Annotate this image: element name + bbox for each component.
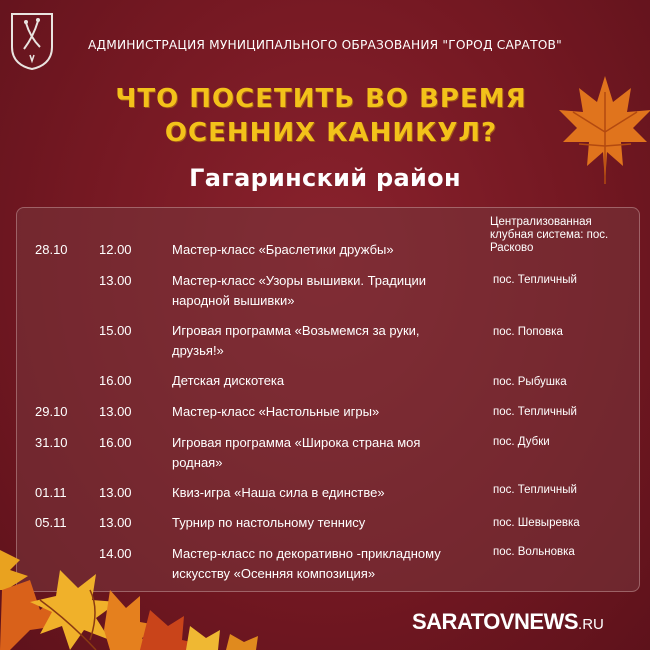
event-place: пос. Рыбушка: [493, 376, 567, 388]
event-date: 01.11: [35, 485, 67, 500]
event-title: Мастер-класс «Настольные игры»: [172, 404, 380, 419]
admin-title: АДМИНИСТРАЦИЯ МУНИЦИПАЛЬНОГО ОБРАЗОВАНИЯ "ГОРОД САРАТОВ": [88, 38, 562, 52]
event-title: Игровая программа «Широка страна моя родная»: [172, 435, 421, 470]
maple-leaf-icon: [557, 72, 650, 190]
event-place: пос. Поповка: [493, 326, 563, 338]
event-time: 12.00: [99, 242, 132, 257]
headline-line-1: ЧТО ПОСЕТИТЬ ВО ВРЕМЯ: [115, 84, 527, 114]
saratovnews-logo: [412, 609, 604, 635]
event-place: Централизованная клубная система: пос. Расково: [490, 216, 609, 254]
event-title: Детская дискотека: [172, 373, 285, 388]
event-title: Мастер-класс «Браслетики дружбы»: [172, 242, 394, 257]
headline-line-2: ОСЕННИХ КАНИКУЛ?: [164, 118, 498, 148]
event-time: 14.00: [99, 546, 132, 561]
event-title: Квиз-игра «Наша сила в единстве»: [172, 485, 385, 500]
event-place: пос. Вольновка: [493, 546, 575, 558]
event-time: 13.00: [99, 404, 132, 419]
event-time: 15.00: [99, 323, 132, 338]
event-place: пос. Тепличный: [493, 484, 577, 496]
event-date: 28.10: [35, 242, 68, 257]
district-title: Гагаринский район: [189, 164, 461, 192]
event-time: 13.00: [99, 515, 132, 530]
event-time: 13.00: [99, 485, 132, 500]
autumn-leaves-decoration: [0, 530, 360, 650]
event-place: пос. Тепличный: [493, 406, 577, 418]
event-place: пос. Дубки: [493, 436, 550, 448]
brand-suffix: .RU: [578, 616, 604, 633]
event-place: пос. Шевыревка: [493, 517, 580, 529]
event-place: пос. Тепличный: [493, 274, 577, 286]
event-date: 05.11: [35, 515, 67, 530]
event-title: Игровая программа «Возьмемся за руки, друзья!»: [172, 323, 420, 358]
saratov-coat-of-arms-icon: [9, 11, 55, 71]
event-time: 13.00: [99, 273, 132, 288]
event-title: Мастер-класс по декоративно -прикладному искусству «Осенняя композиция»: [172, 546, 441, 581]
event-time: 16.00: [99, 435, 132, 450]
event-title: Турнир по настольному теннису: [172, 515, 366, 530]
brand-main: SARATOVNEWS: [412, 609, 579, 634]
event-date: 29.10: [35, 404, 68, 419]
event-date: 31.10: [35, 435, 68, 450]
event-title: Мастер-класс «Узоры вышивки. Традиции народной вышивки»: [172, 273, 427, 308]
event-time: 16.00: [99, 373, 132, 388]
